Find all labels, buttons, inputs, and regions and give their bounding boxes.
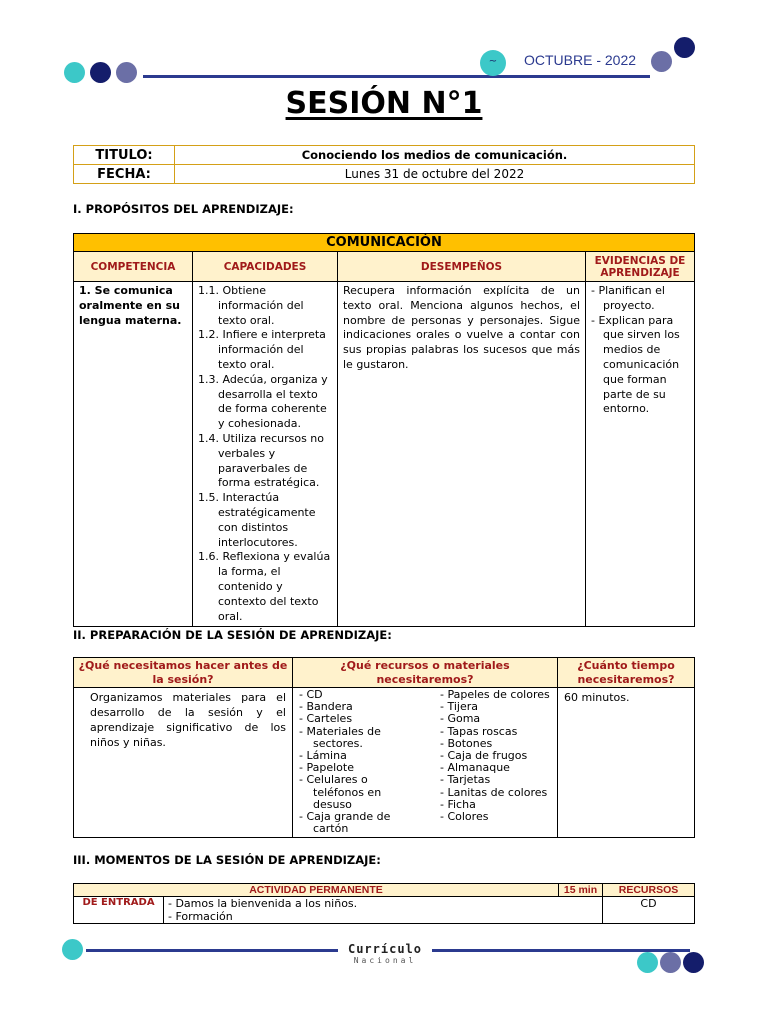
col-header-actividad: ACTIVIDAD PERMANENTE [74, 884, 559, 897]
material-item: - Papelote [299, 761, 354, 775]
footer-rule-left [86, 949, 338, 952]
desempeno-cell: Recupera información explícita de un texto oral. Menciona algunos hechos, el nombre de personas y personajes. Sigue indicaciones orales o vuelve a contar con sus propias palabras los sucesos que más le gustaron. [338, 282, 586, 627]
footer-dot-navy-right [683, 952, 704, 973]
material-item: - Materiales de sectores. [299, 724, 381, 750]
material-item: - Botones [440, 736, 493, 750]
evidencia-item: - Explican para que sirven los medios de comunicación que forman parte de su entorno. [591, 313, 680, 416]
materiales-list-1 [299, 689, 440, 835]
header-dot-navy [90, 62, 111, 83]
capacidad-item: 1.1. Obtiene información del texto oral. [198, 284, 304, 327]
curriculo-nacional-logo [340, 942, 430, 965]
material-item: - Papeles de colores [440, 688, 550, 701]
footer-dot-slate-right [660, 952, 681, 973]
info-label: TITULO: [74, 146, 175, 165]
preparacion-table [73, 657, 695, 838]
material-item: - Goma [440, 712, 481, 726]
momento-item: - Damos la bienvenida a los niños. [168, 897, 358, 910]
momento-actividades [164, 897, 603, 924]
col-header-desempenos: DESEMPEÑOS [338, 252, 586, 282]
area-band: COMUNICACIÓN [74, 234, 695, 252]
footer-dot-teal-right [637, 952, 658, 973]
material-item: - Celulares o teléfonos en desuso [299, 773, 382, 811]
momento-label: DE ENTRADA [74, 897, 164, 924]
info-label: FECHA: [74, 165, 175, 184]
competencia-cell: 1. Se comunica oralmente en su lengua materna. [74, 282, 193, 627]
evidencia-item: - Planifican el proyecto. [591, 284, 665, 312]
evidencias-cell [586, 282, 695, 627]
material-item: - Tijera [440, 700, 478, 714]
material-item: - Tarjetas [440, 773, 491, 787]
material-item: - Tapas roscas [440, 724, 518, 738]
materiales-cell [293, 688, 558, 838]
capacidad-item: 1.6. Reflexiona y evalúa la forma, el contenido y contexto del texto oral. [198, 550, 331, 623]
col-header-recursos: ¿Qué recursos o materiales necesitaremos? [293, 658, 558, 688]
header-rule [143, 75, 650, 78]
page-title: SESIÓN N°1 [285, 86, 483, 121]
capacidad-item: 1.2. Infiere e interpreta información del texto oral. [198, 328, 326, 371]
material-item: - Caja de frugos [440, 749, 528, 763]
col-header-antes: ¿Qué necesitamos hacer antes de la sesión? [74, 658, 293, 688]
header-year: - 2022 [596, 52, 637, 68]
antes-cell: Organizamos materiales para el desarrollo de la sesión y el aprendizaje significativo de los niños y niñas. [74, 688, 293, 838]
header-dot-navy-right [674, 37, 695, 58]
material-item: - CD [299, 688, 323, 701]
col-header-competencia: COMPETENCIA [74, 252, 193, 282]
material-item: - Colores [440, 810, 489, 824]
tiempo-cell: 60 minutos. [558, 688, 695, 838]
header-dot-teal [64, 62, 85, 83]
info-table [73, 145, 695, 184]
footer-dot-teal [62, 939, 83, 960]
material-item: - Bandera [299, 700, 353, 714]
material-item: - Ficha [440, 797, 476, 811]
competencias-table [73, 233, 695, 627]
footer-rule-right [432, 949, 690, 952]
material-item: - Almanaque [440, 761, 510, 775]
col-header-capacidades: CAPACIDADES [193, 252, 338, 282]
logo-line-1: Currículo [347, 942, 423, 956]
section-heading-1: I. PROPÓSITOS DEL APRENDIZAJE: [73, 202, 294, 216]
materiales-list-2 [440, 689, 551, 835]
capacidad-item: 1.3. Adecúa, organiza y desarrolla el texto de forma coherente y cohesionada. [198, 372, 328, 431]
momento-item: - Formación [168, 910, 233, 923]
capacidades-cell [193, 282, 338, 627]
header-badge: ~ [480, 50, 506, 76]
info-row-titulo [74, 146, 695, 165]
col-header-evidencias: EVIDENCIAS DE APRENDIZAJE [586, 252, 695, 282]
header-dot-slate-right [651, 51, 672, 72]
section-heading-3: III. MOMENTOS DE LA SESIÓN DE APRENDIZAJE: [73, 853, 381, 867]
material-item: - Caja grande de cartón [299, 810, 391, 836]
capacidad-item: 1.5. Interactúa estratégicamente con distintos interlocutores. [198, 491, 316, 549]
momentos-table [73, 883, 695, 924]
material-item: - Lanitas de colores [440, 785, 548, 799]
material-item: - Lámina [299, 749, 347, 763]
info-row-fecha [74, 165, 695, 184]
info-value: Lunes 31 de octubre del 2022 [175, 165, 695, 184]
capacidad-item: 1.4. Utiliza recursos no verbales y paraverbales de forma estratégica. [198, 431, 325, 490]
momento-recurso: CD [603, 897, 695, 924]
col-header-tiempo: ¿Cuánto tiempo necesitaremos? [558, 658, 695, 688]
header-dot-slate [116, 62, 137, 83]
header-month: OCTUBRE [524, 52, 593, 68]
info-value: Conociendo los medios de comunicación. [175, 146, 695, 165]
section-heading-2: II. PREPARACIÓN DE LA SESIÓN DE APRENDIZAJE: [73, 628, 392, 642]
header-date [524, 52, 636, 68]
col-header-recursos: RECURSOS [603, 884, 695, 897]
material-item: - Carteles [299, 712, 353, 726]
logo-line-2: Nacional [353, 956, 417, 965]
col-header-duracion: 15 min [559, 884, 603, 897]
